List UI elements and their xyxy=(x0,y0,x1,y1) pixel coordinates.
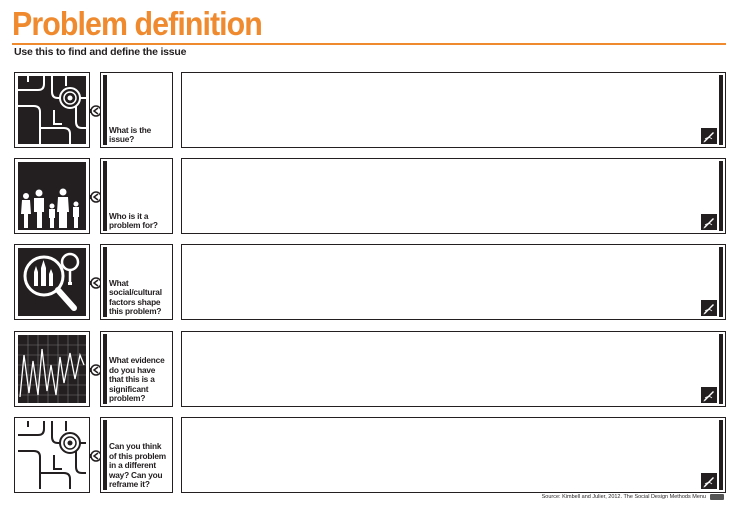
question-box xyxy=(100,244,173,320)
maze-target-outline-icon xyxy=(18,421,86,489)
question-box xyxy=(100,417,173,493)
question-text: Can you think of this problem in a different way? Can you reframe it? xyxy=(109,441,166,490)
family-silhouette-icon xyxy=(18,162,86,230)
answer-box[interactable] xyxy=(181,417,726,493)
answer-bar xyxy=(719,247,723,317)
question-bar xyxy=(103,334,107,404)
question-bar xyxy=(103,75,107,145)
question-bar xyxy=(103,420,107,490)
pen-icon xyxy=(701,300,717,316)
question-box xyxy=(100,158,173,234)
image-box xyxy=(14,158,90,234)
row-social-factors xyxy=(14,244,726,322)
question-bar xyxy=(103,161,107,231)
pen-icon xyxy=(701,128,717,144)
answer-box[interactable] xyxy=(181,72,726,148)
row-who xyxy=(14,158,726,236)
answer-box[interactable] xyxy=(181,331,726,407)
image-box xyxy=(14,72,90,148)
question-text: What evidence do you have that this is a significant problem? xyxy=(109,355,165,404)
answer-bar xyxy=(719,420,723,490)
image-box xyxy=(14,244,90,320)
line-graph-icon xyxy=(18,335,86,403)
answer-bar xyxy=(719,75,723,145)
image-box xyxy=(14,417,90,493)
answer-bar xyxy=(719,334,723,404)
answer-box[interactable] xyxy=(181,158,726,234)
question-text: Who is it a problem for? xyxy=(109,210,158,231)
magnifying-glass-icon xyxy=(18,248,86,316)
question-box xyxy=(100,331,173,407)
pen-icon xyxy=(701,473,717,489)
pen-icon xyxy=(701,387,717,403)
answer-box[interactable] xyxy=(181,244,726,320)
question-bar xyxy=(103,247,107,317)
page-title: Problem definition xyxy=(12,5,262,42)
row-issue xyxy=(14,72,726,150)
maze-target-icon xyxy=(18,76,86,144)
question-text: What is the issue? xyxy=(109,124,152,145)
row-evidence xyxy=(14,331,726,409)
row-reframe xyxy=(14,417,726,495)
image-box xyxy=(14,331,90,407)
question-box xyxy=(100,72,173,148)
creative-commons-icon xyxy=(710,494,724,500)
answer-bar xyxy=(719,161,723,231)
pen-icon xyxy=(701,214,717,230)
title-rule xyxy=(12,43,726,45)
source-text: Source: Kimbell and Julier, 2012. The Social Design Methods Menu xyxy=(541,494,706,500)
question-text: What social/cultural factors shape this problem? xyxy=(109,277,162,317)
source-credit xyxy=(542,494,724,500)
page-subtitle: Use this to find and define the issue xyxy=(14,46,187,58)
